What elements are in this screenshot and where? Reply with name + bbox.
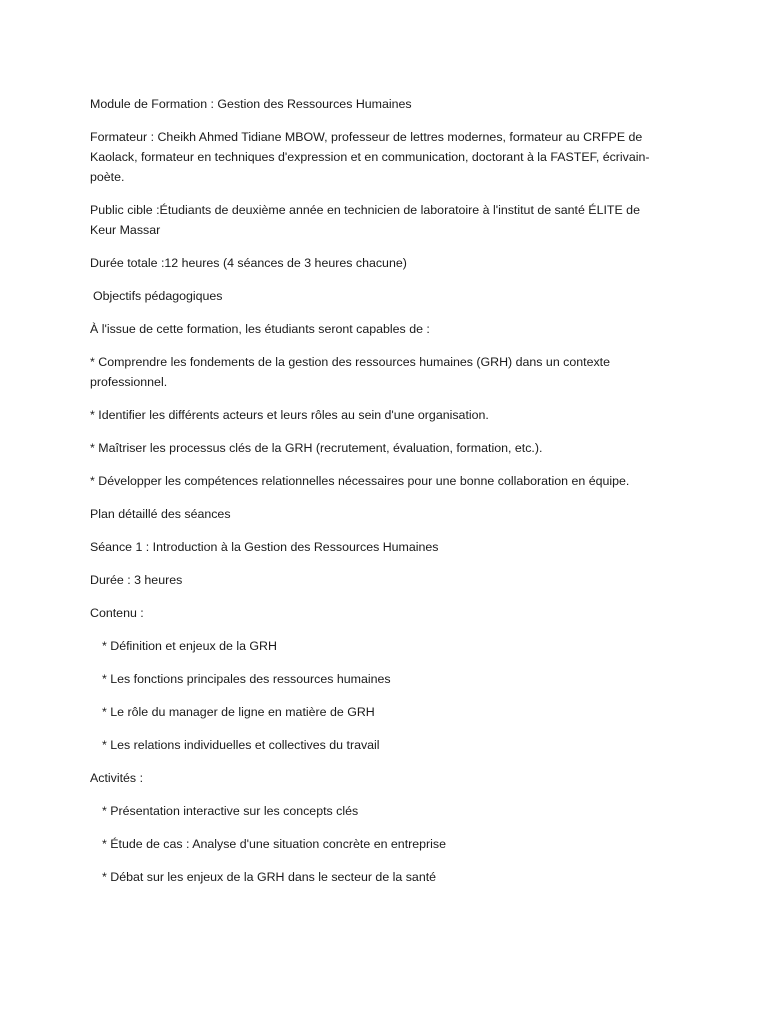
objectifs-heading: Objectifs pédagogiques — [93, 289, 223, 303]
seance1-duree: Durée : 3 heures — [90, 573, 183, 587]
contenu-item: * Les relations individuelles et collectives du travail — [102, 738, 380, 752]
seance1-activites-label: Activités : — [90, 771, 144, 785]
objectif-item: * Développer les compétences relationnelles nécessaires pour une bonne collaboration en équipe. — [90, 474, 630, 488]
activite-item: * Débat sur les enjeux de la GRH dans le secteur de la santé — [102, 870, 437, 884]
module-title: Module de Formation : Gestion des Ressources Humaines — [90, 97, 412, 111]
activite-item: * Étude de cas : Analyse d'une situation concrète en entreprise — [102, 837, 447, 851]
seance1-title: Séance 1 : Introduction à la Gestion des Ressources Humaines — [90, 540, 439, 554]
duree-totale-paragraph: Durée totale :12 heures (4 séances de 3 heures chacune) — [90, 256, 407, 270]
contenu-item: * Les fonctions principales des ressources humaines — [102, 672, 391, 686]
objectif-item: * Comprendre les fondements de la gestion des ressources humaines (GRH) dans un contexte professionnel. — [90, 355, 610, 389]
contenu-item: * Définition et enjeux de la GRH — [102, 639, 277, 653]
public-cible-paragraph: Public cible :Étudiants de deuxième année en technicien de laboratoire à l'institut de santé ÉLITE de Keur Massar — [90, 203, 640, 237]
objectif-item: * Maîtriser les processus clés de la GRH (recrutement, évaluation, formation, etc.). — [90, 441, 543, 455]
objectifs-intro: À l'issue de cette formation, les étudiants seront capables de : — [90, 322, 430, 336]
objectif-item: * Identifier les différents acteurs et leurs rôles au sein d'une organisation. — [90, 408, 489, 422]
seance1-contenu-label: Contenu : — [90, 606, 144, 620]
formateur-paragraph: Formateur : Cheikh Ahmed Tidiane MBOW, professeur de lettres modernes, formateur au CRFPE de Kaolack, formateur en techniques d'expression et en communication, doctorant à la FASTEF, écrivain-poète. — [90, 130, 650, 184]
contenu-item: * Le rôle du manager de ligne en matière de GRH — [102, 705, 375, 719]
plan-heading: Plan détaillé des séances — [90, 507, 231, 521]
activite-item: * Présentation interactive sur les concepts clés — [102, 804, 359, 818]
